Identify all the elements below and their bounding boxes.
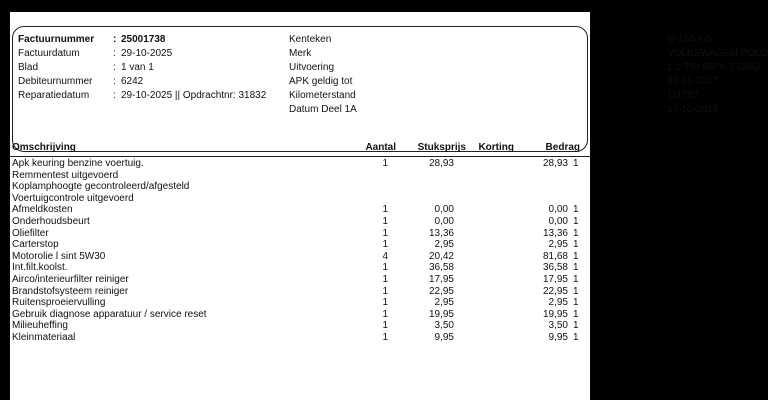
line-description: Motorolie l sint 5W30 xyxy=(12,250,106,262)
line-unit-price: 0,00 xyxy=(434,216,454,227)
header-field xyxy=(18,33,278,47)
header-field xyxy=(18,47,278,61)
field-colon: : xyxy=(113,34,117,45)
field-colon: : xyxy=(659,90,662,101)
field-value: 6242 xyxy=(121,76,144,87)
table-row xyxy=(10,158,590,170)
line-amount: 28,93 xyxy=(542,158,568,169)
line-vat-code: 1 xyxy=(573,308,579,320)
header-field xyxy=(18,89,278,103)
line-unit-price: 3,50 xyxy=(434,320,454,332)
line-amount: 13,36 xyxy=(542,227,568,239)
table-row xyxy=(10,170,590,182)
header-field xyxy=(289,103,719,117)
line-vat-code: 1 xyxy=(573,216,579,227)
line-amount: 36,58 xyxy=(542,262,568,274)
line-vat-code: 1 xyxy=(573,285,579,297)
table-row xyxy=(10,262,590,274)
table-row xyxy=(10,332,590,344)
line-quantity: 1 xyxy=(382,332,388,343)
line-unit-price: 22,95 xyxy=(428,285,454,297)
line-quantity: 1 xyxy=(382,227,388,239)
header-field xyxy=(18,75,278,89)
field-value: 29-10-2025 xyxy=(121,48,173,59)
header-field xyxy=(289,33,713,47)
field-label: Debiteurnummer xyxy=(18,76,93,87)
table-row xyxy=(10,251,590,263)
line-amount: 2,95 xyxy=(548,239,568,251)
line-amount: 19,95 xyxy=(542,308,568,320)
field-label: Kenteken xyxy=(289,34,332,45)
line-description: Carterstop xyxy=(12,239,59,251)
field-colon: : xyxy=(113,76,116,87)
line-amount: 9,95 xyxy=(548,332,568,343)
line-description: Kleinmateriaal xyxy=(12,332,76,343)
table-row xyxy=(10,286,590,298)
line-amount: 81,68 xyxy=(542,250,568,262)
line-quantity: 1 xyxy=(382,308,388,320)
field-value: 17-10-2019 xyxy=(667,104,719,115)
line-vat-code: 1 xyxy=(573,274,579,285)
line-description: Onderhoudsbeurt xyxy=(12,216,90,227)
field-label: Factuurnummer xyxy=(18,34,95,45)
line-description: Voertuigcontrole uitgevoerd xyxy=(12,192,134,204)
line-unit-price: 17,95 xyxy=(428,274,454,285)
line-amount: 3,50 xyxy=(548,320,568,332)
field-value: 1 van 1 xyxy=(121,62,154,73)
line-amount: 2,95 xyxy=(548,297,568,309)
col-amount: Bedrag xyxy=(545,142,580,153)
invoice-page xyxy=(10,12,768,400)
line-quantity: 1 xyxy=(382,285,388,297)
field-label: APK geldig tot xyxy=(289,76,353,87)
line-unit-price: 2,95 xyxy=(434,239,454,251)
line-unit-price: 20,42 xyxy=(428,250,454,262)
field-colon: : xyxy=(113,90,116,101)
line-unit-price: 28,93 xyxy=(428,158,454,169)
field-label: Blad xyxy=(18,62,39,73)
field-value: 111757 xyxy=(667,90,699,101)
line-amount: 0,00 xyxy=(548,216,568,227)
line-amount: 17,95 xyxy=(542,274,568,285)
line-amount: 22,95 xyxy=(542,285,568,297)
table-row xyxy=(10,309,590,321)
field-value: 1.0 TSI 95PK 7-DSG xyxy=(667,62,760,73)
table-header-rule xyxy=(10,156,590,157)
table-row xyxy=(10,193,590,205)
line-description: Int.filt.koolst. xyxy=(12,262,68,274)
line-quantity: 4 xyxy=(382,250,388,262)
line-quantity: 1 xyxy=(382,158,388,169)
header-field xyxy=(289,89,699,103)
field-colon: : xyxy=(113,62,116,73)
field-label: Factuurdatum xyxy=(18,48,80,59)
table-row xyxy=(10,320,590,332)
line-amount: 0,00 xyxy=(548,204,568,216)
header-field xyxy=(289,75,718,89)
line-vat-code: 1 xyxy=(573,204,579,216)
table-row xyxy=(10,216,590,228)
col-description: Omschrijving xyxy=(12,142,76,153)
line-quantity: 1 xyxy=(382,204,388,216)
line-description: Gebruik diagnose apparatuur / service reset xyxy=(12,308,207,320)
field-colon: : xyxy=(659,34,662,45)
field-colon: : xyxy=(659,48,662,59)
field-colon: : xyxy=(659,76,662,87)
line-quantity: 1 xyxy=(382,274,388,285)
field-value: 02-11-2027 xyxy=(667,76,718,87)
line-vat-code: 1 xyxy=(573,158,579,169)
line-vat-code: 1 xyxy=(573,239,579,251)
field-value: 25001738 xyxy=(121,34,166,45)
line-description: Afmeldkosten xyxy=(12,204,73,216)
line-description: Koplamphoogte gecontroleerd/afgesteld xyxy=(12,181,190,193)
line-description: Ruitensproeiervulling xyxy=(12,297,106,309)
table-header xyxy=(10,142,590,156)
line-description: Brandstofsysteem reiniger xyxy=(12,285,129,297)
field-colon: : xyxy=(659,104,662,115)
line-quantity: 1 xyxy=(382,239,388,251)
line-vat-code: 1 xyxy=(573,332,579,343)
header-field xyxy=(18,61,278,75)
table-row xyxy=(10,239,590,251)
field-label: Uitvoering xyxy=(289,62,335,73)
field-label: Kilometerstand xyxy=(289,90,356,101)
line-quantity: 1 xyxy=(382,297,388,309)
field-label: Datum Deel 1A xyxy=(289,104,357,115)
line-vat-code: 1 xyxy=(573,227,579,239)
table-row xyxy=(10,297,590,309)
line-unit-price: 13,36 xyxy=(428,227,454,239)
col-discount: Korting xyxy=(478,142,514,153)
field-label: Merk xyxy=(289,48,312,59)
field-colon: : xyxy=(113,48,116,59)
line-quantity: 1 xyxy=(382,320,388,332)
table-row xyxy=(10,228,590,240)
table-row xyxy=(10,181,590,193)
line-unit-price: 19,95 xyxy=(428,308,454,320)
field-value: 29-10-2025 || Opdrachtnr: 31832 xyxy=(121,90,267,101)
line-unit-price: 9,95 xyxy=(434,332,454,343)
header-field xyxy=(289,47,768,61)
line-unit-price: 36,58 xyxy=(428,262,454,274)
field-label: Reparatiedatum xyxy=(18,90,90,101)
field-value: G-164-KG xyxy=(667,34,713,45)
line-quantity: 1 xyxy=(382,216,388,227)
col-quantity: Aantal xyxy=(365,142,396,153)
line-description: Remmentest uitgevoerd xyxy=(12,169,119,181)
line-description: Apk keuring benzine voertuig. xyxy=(12,158,144,169)
line-vat-code: 1 xyxy=(573,297,579,309)
line-description: Oliefilter xyxy=(12,227,49,239)
table-row xyxy=(10,204,590,216)
header-field xyxy=(289,61,760,75)
line-description: Airco/interieurfilter reiniger xyxy=(12,274,129,285)
field-colon: : xyxy=(659,62,662,73)
col-unit-price: Stuksprijs xyxy=(417,142,466,153)
field-value: VOLKSWAGEN POLO xyxy=(667,48,768,59)
line-unit-price: 0,00 xyxy=(434,204,454,216)
line-unit-price: 2,95 xyxy=(434,297,454,309)
line-vat-code: 1 xyxy=(573,250,579,262)
line-vat-code: 1 xyxy=(573,320,579,332)
line-quantity: 1 xyxy=(382,262,388,274)
line-vat-code: 1 xyxy=(573,262,579,274)
invoice-header-box xyxy=(12,26,768,152)
line-description: Milieuheffing xyxy=(12,320,68,332)
table-row xyxy=(10,274,590,286)
